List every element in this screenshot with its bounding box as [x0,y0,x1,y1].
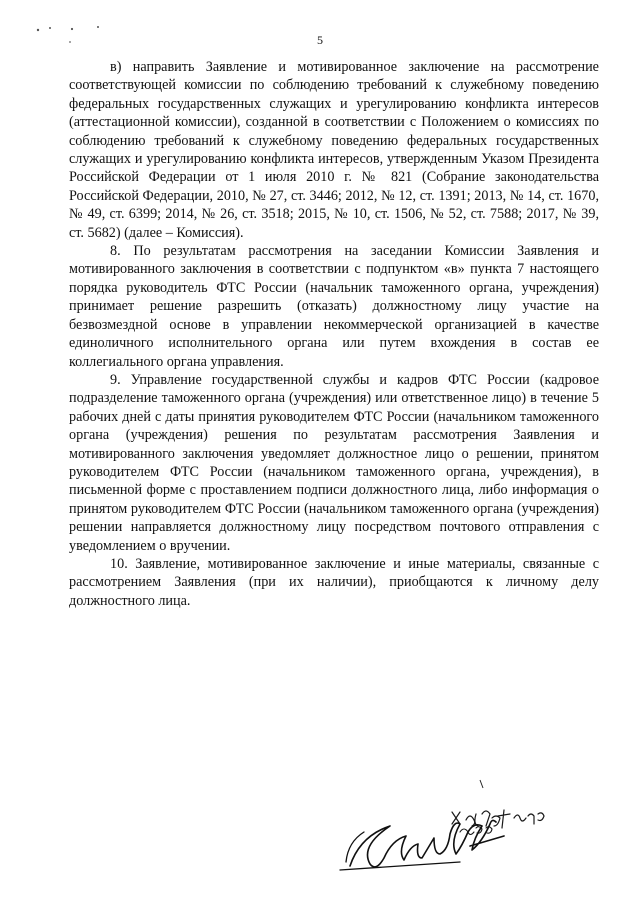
signature-block [320,770,570,880]
page-number: 5 [317,33,323,47]
paragraph-item-v: в) направить Заявление и мотивированное заключение на рассмотрение соответствующей комиссии по соблюдению требований к служебному поведению федеральных государственных служащих и урегулированию конфликта интересов (аттестационной комиссии), созданной в соответствии с Положением о комиссиях по соблюдению требований к служебному поведению федеральных государственных служащих и урегулированию конфликта интересов, утвержденным Указом Президента Российской Федерации от 1 июля 2010 г. № 821 (Собрание законодательства Российской Федерации, 2010, № 27, ст. 3446; 2012, № 12, ст. 1391; 2013, № 14, ст. 1670, № 49, ст. 6399; 2014, № 26, ст. 3518; 2015, № 10, ст. 1506, № 52, ст. 7588; 2017, № 39, ст. 5682) (далее – Комиссия). [69,59,599,241]
paragraph-item-8: 8. По результатам рассмотрения на заседании Комиссии Заявления и мотивированного заключения в соответствии с подпунктом «в» пункта 7 настоящего порядка руководитель ФТС России (начальник таможенного органа, учреждения) принимает решение разрешить (отказать) должностному лицу участие на безвозмездной основе в управлении некоммерческой организацией в качестве единоличного исполнительного органа или путем вхождения в состав ее коллегиального органа управления. [69,243,599,370]
paragraph-item-10: 10. Заявление, мотивированное заключение и иные материалы, связанные с рассмотрением Заявления (при их наличии), приобщаются к личному делу должностного лица. [69,555,599,609]
paragraph-item-9: 9. Управление государственной службы и кадров ФТС России (кадровое подразделение таможенного органа (учреждения) или ответственное лицо) в течение 5 рабочих дней с даты принятия руководителем ФТС России (начальником таможенного органа (учреждения) решения по результатам рассмотрения Заявления и мотивированного заключения уведомляет должностное лицо о решении, принятом руководителем ФТС России (начальником таможенного органа, учреждения), в письменной форме с проставлением подписи должностного лица, либо информация о принятом руководителем ФТС России (начальником таможенного органа (учреждения) решении направляется должностному лицу посредством почтового отправления с уведомлением о вручении. [69,371,599,554]
document-body [69,58,599,610]
handwritten-signature-icon [320,770,570,880]
